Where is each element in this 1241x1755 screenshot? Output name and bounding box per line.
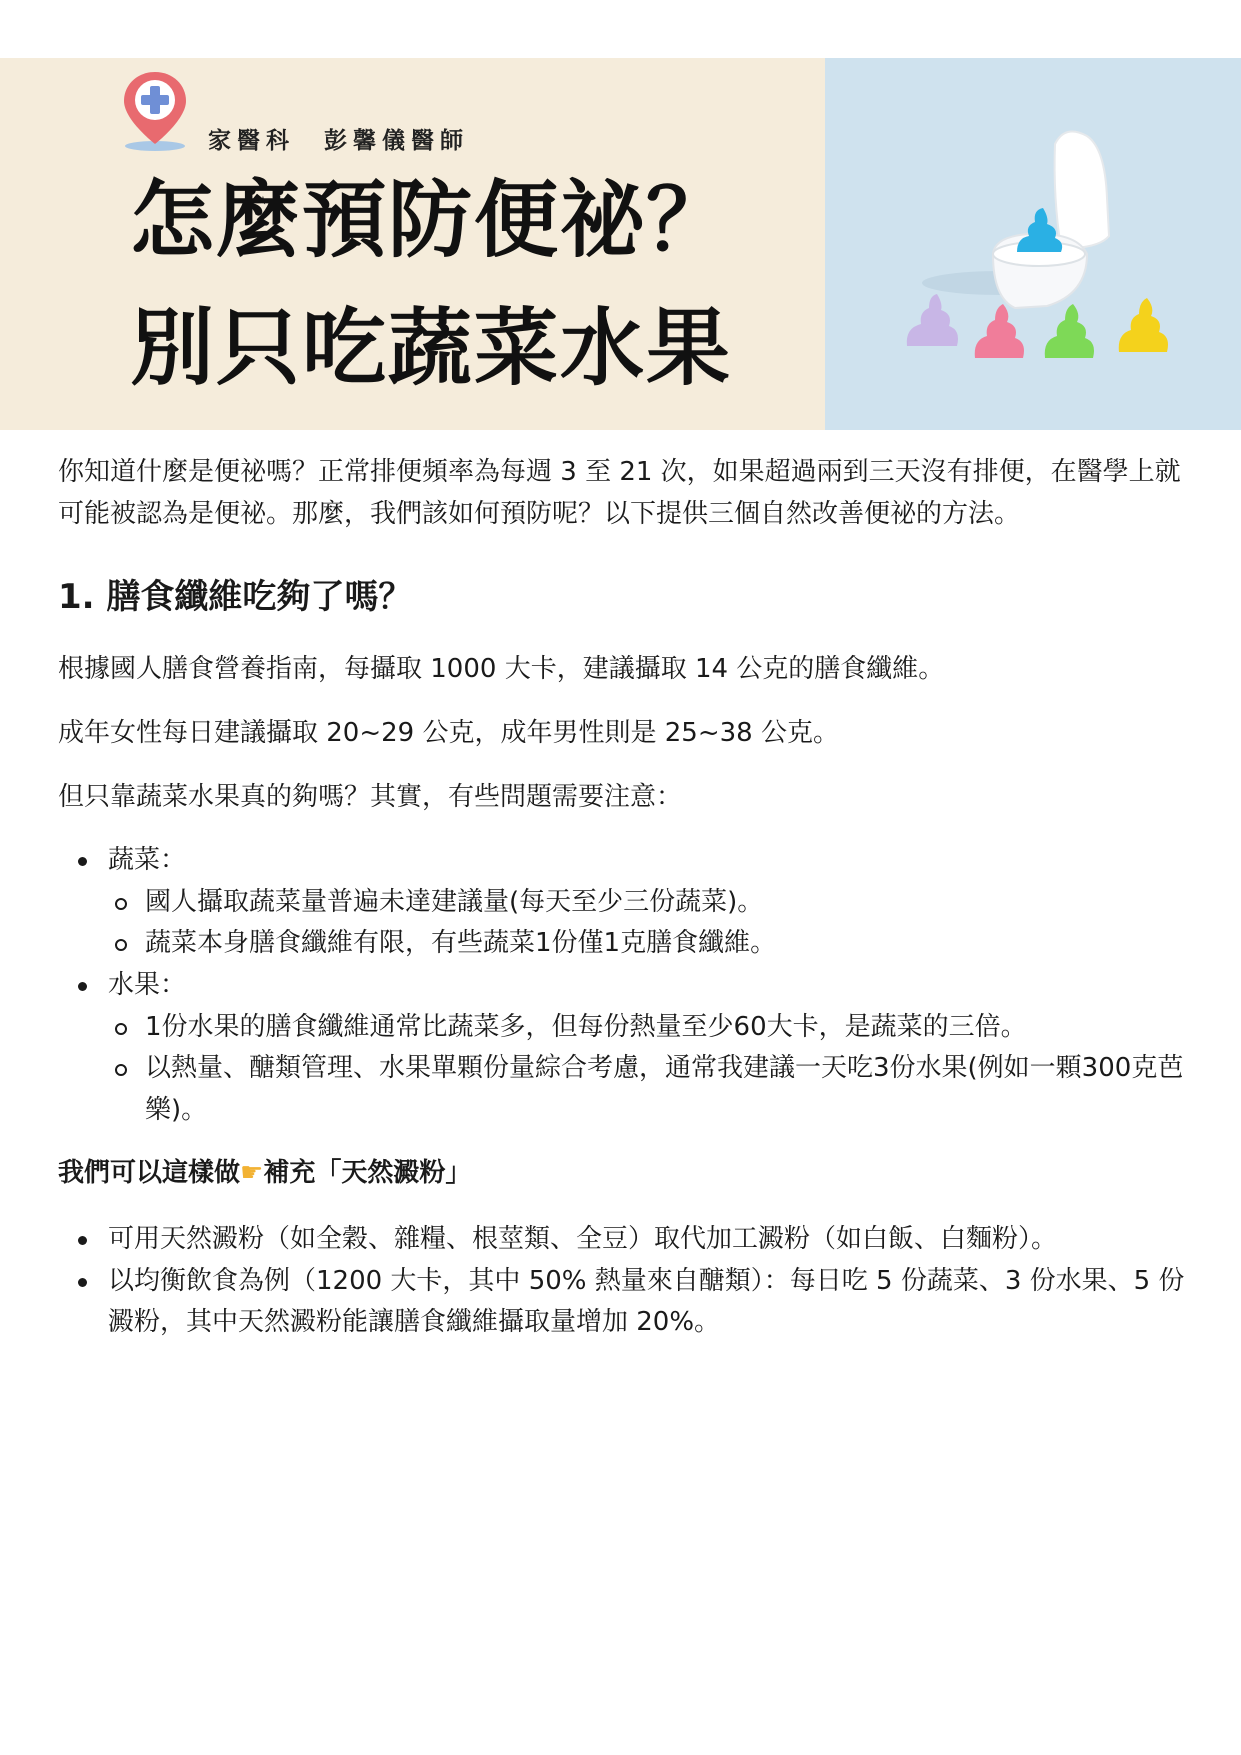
sublist-item: 蔬菜本身膳食纖維有限，有些蔬菜1份僅1克膳食纖維。 — [108, 923, 1186, 965]
location-pin-cross-icon — [120, 68, 190, 154]
sublist-item: 以熱量、醣類管理、水果單顆份量綜合考慮，通常我建議一天吃3份水果(例如一顆300克芭樂)。 — [108, 1048, 1186, 1131]
section2-list — [58, 1219, 1186, 1344]
photo-illustration — [825, 58, 1241, 430]
section1-paragraph-3: 但只靠蔬菜水果真的夠嗎？其實，有些問題需要注意： — [58, 781, 683, 812]
sublist — [108, 882, 1186, 965]
sublist-item: 1份水果的膳食纖維通常比蔬菜多，但每份熱量至少60大卡，是蔬菜的三倍。 — [108, 1007, 1186, 1049]
list-item-label: 蔬菜： — [108, 845, 187, 876]
tip-text-before: 我們可以這樣做 — [58, 1158, 241, 1189]
list-item: 可用天然澱粉（如全穀、雜糧、根莖類、全豆）取代加工澱粉（如白飯、白麵粉）。 — [58, 1219, 1186, 1261]
section1-list — [58, 840, 1186, 1131]
page-title-line2: 別只吃蔬菜水果 — [130, 299, 733, 397]
list-item: 以均衡飲食為例（1200 大卡，其中 50% 熱量來自醣類）：每日吃 5 份蔬菜、3 份水果、5 份澱粉，其中天然澱粉能讓膳食纖維攝取量增加 20%。 — [58, 1261, 1186, 1344]
list-item — [58, 840, 1186, 965]
list-item-label: 水果： — [108, 969, 187, 1000]
tip-text-after: 補充「天然澱粉」 — [263, 1158, 472, 1189]
page-title-line1: 怎麼預防便祕？ — [130, 171, 733, 269]
clinic-doctor-label: 家醫科 彭馨儀醫師 — [208, 128, 469, 154]
tip-heading — [58, 1153, 1186, 1195]
sublist-item: 國人攝取蔬菜量普遍未達建議量(每天至少三份蔬菜)。 — [108, 882, 1186, 924]
section1-paragraph-2: 成年女性每日建議攝取 20~29 公克，成年男性則是 25~38 公克。 — [58, 717, 839, 748]
toilet-poop-photo — [825, 58, 1241, 430]
section1-heading: 1. 膳食纖維吃夠了嗎？ — [58, 577, 413, 618]
intro-paragraph: 你知道什麼是便祕嗎？正常排便頻率為每週 3 至 21 次，如果超過兩到三天沒有排便，在醫學上就可能被認為是便祕。那麼，我們該如何預防呢？以下提供三個自然改善便祕的方法。 — [58, 457, 1181, 529]
article-body — [58, 452, 1186, 1344]
section1-paragraph-1: 根據國人膳食營養指南，每攝取 1000 大卡，建議攝取 14 公克的膳食纖維。 — [58, 654, 945, 685]
pointing-hand-icon: ☛ — [240, 1158, 264, 1189]
list-item — [58, 965, 1186, 1131]
sublist — [108, 1007, 1186, 1132]
